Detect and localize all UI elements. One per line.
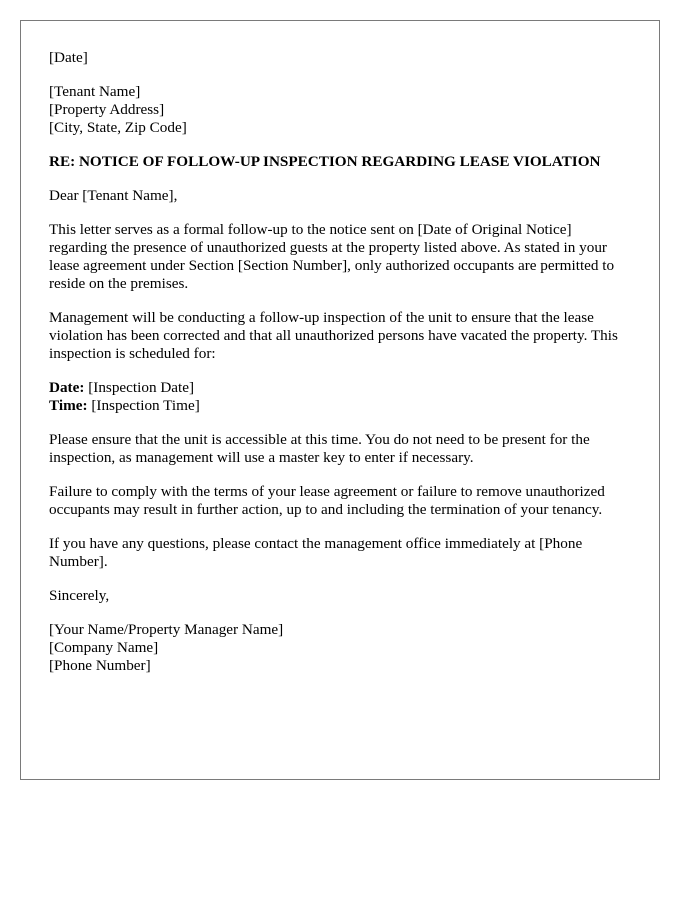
body-paragraph-4: Failure to comply with the terms of your lease agreement or failure to remove unauthorized occupants may result in further action, up to and including the termination of your tenancy. [49, 483, 605, 518]
signature-company: [Company Name] [49, 639, 159, 656]
recipient-name: [Tenant Name] [49, 83, 141, 100]
recipient-address-block [49, 83, 631, 137]
inspection-date-label: Date: [49, 379, 85, 396]
body-paragraph-2: Management will be conducting a follow-up inspection of the unit to ensure that the lease violation has been corrected and that all unauthorized persons have vacated the property. This inspection is scheduled for: [49, 309, 618, 362]
letter-salutation: Dear [Tenant Name], [49, 187, 178, 204]
inspection-time-line [49, 397, 631, 415]
letter-page [20, 20, 660, 780]
inspection-time-label: Time: [49, 397, 88, 414]
letter-subject: RE: NOTICE OF FOLLOW-UP INSPECTION REGARDING LEASE VIOLATION [49, 153, 601, 170]
signature-phone: [Phone Number] [49, 657, 151, 674]
body-paragraph-1: This letter serves as a formal follow-up to the notice sent on [Date of Original Notice] regarding the presence of unauthorized guests at the property listed above. As stated in your lease agreement under Section [Section Number], only authorized occupants are permitted to reside on the premises. [49, 221, 615, 292]
signature-name: [Your Name/Property Manager Name] [49, 621, 284, 638]
body-paragraph-3: Please ensure that the unit is accessible at this time. You do not need to be present for the inspection, as management will use a master key to enter if necessary. [49, 431, 590, 466]
inspection-date-value: [Inspection Date] [84, 379, 195, 396]
recipient-property-address: [Property Address] [49, 101, 165, 118]
inspection-time-value: [Inspection Time] [87, 397, 200, 414]
inspection-schedule [49, 379, 631, 415]
letter-date: [Date] [49, 49, 88, 66]
recipient-city-state-zip: [City, State, Zip Code] [49, 119, 187, 136]
body-paragraph-5: If you have any questions, please contact the management office immediately at [Phone Number]. [49, 535, 583, 570]
signature-block [49, 621, 631, 675]
inspection-date-line [49, 379, 631, 397]
letter-sign-off: Sincerely, [49, 587, 110, 604]
